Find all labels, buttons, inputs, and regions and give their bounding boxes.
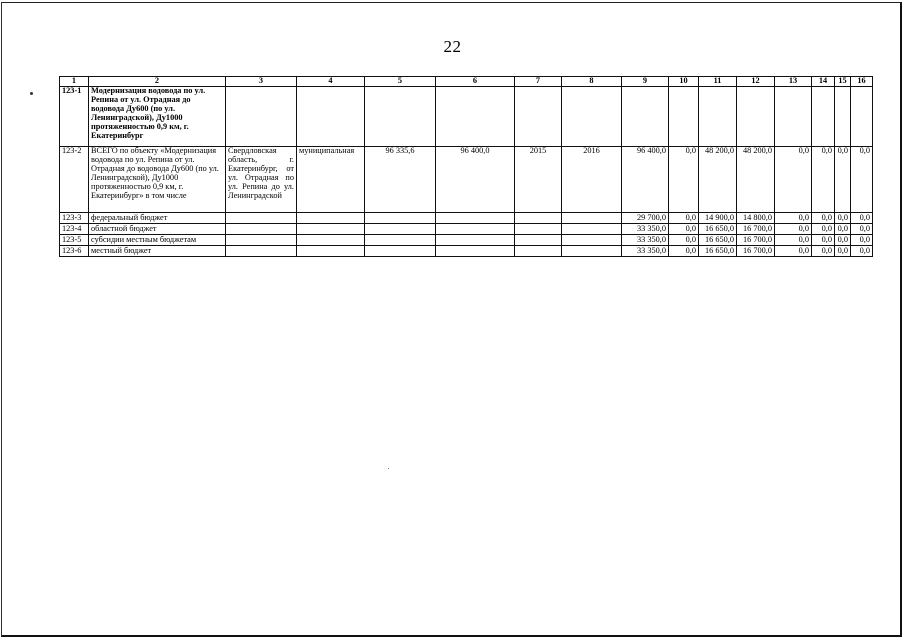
cell-value: 0,0 [812,235,835,246]
cell-year [562,235,622,246]
column-header: 14 [812,77,835,87]
cell-value: 0,0 [835,213,851,224]
cell-value: 0,0 [669,235,699,246]
row-name: местный бюджет [89,246,226,257]
column-header: 13 [775,77,812,87]
cell-year: 2015 [515,147,562,213]
cell-value: 33 350,0 [622,224,669,235]
cell-value [365,87,436,147]
cell-value: 0,0 [775,213,812,224]
column-header: 10 [669,77,699,87]
row-name: федеральный бюджет [89,213,226,224]
cell-location: Свердловская область, г. Екатеринбург, от ул. Отрадная по ул. Репина до ул. Ленинградской [226,147,297,213]
page-number: 22 [443,37,462,56]
cell-value [812,87,835,147]
table-header-row [60,77,873,87]
cell-year [515,246,562,257]
cell-value [365,213,436,224]
cell-value: 0,0 [812,147,835,213]
cell-value: 16 700,0 [737,246,775,257]
cell-value: 0,0 [835,235,851,246]
cell-value: 16 700,0 [737,235,775,246]
margin-bullet [30,92,33,95]
cell-value: 0,0 [775,147,812,213]
cell-value: 33 350,0 [622,235,669,246]
cell-year [562,87,622,147]
cell-year [562,224,622,235]
row-name: областной бюджет [89,224,226,235]
cell-value: 0,0 [835,246,851,257]
cell-value [436,87,515,147]
cell-ownership [297,224,365,235]
row-code: 123-6 [60,246,89,257]
column-header: 2 [89,77,226,87]
cell-location [226,213,297,224]
cell-ownership: муниципальная [297,147,365,213]
cell-ownership [297,213,365,224]
cell-value [775,87,812,147]
cell-value [835,87,851,147]
cell-value [365,235,436,246]
column-header: 8 [562,77,622,87]
cell-value: 0,0 [851,224,873,235]
cell-value: 16 700,0 [737,224,775,235]
cell-value: 96 335,6 [365,147,436,213]
cell-value: 0,0 [851,246,873,257]
cell-value: 48 200,0 [699,147,737,213]
cell-value: 0,0 [812,213,835,224]
column-header: 12 [737,77,775,87]
cell-value: 0,0 [851,147,873,213]
row-code: 123-2 [60,147,89,213]
cell-value: 0,0 [775,235,812,246]
row-name: ВСЕГО по объекту «Модернизация водовода по ул. Репина от ул. Отрадная до водовода Ду600 (по ул. Ленинградской), Ду1000 протяженностью 0,9 км, г. Екатеринбург» в том числе [89,147,226,213]
scan-speck [388,468,389,469]
table-row [60,235,873,246]
cell-year [562,213,622,224]
cell-value: 0,0 [835,147,851,213]
column-header: 3 [226,77,297,87]
table-row [60,224,873,235]
cell-value: 0,0 [669,213,699,224]
cell-ownership [297,246,365,257]
row-code: 123-5 [60,235,89,246]
cell-value: 0,0 [669,246,699,257]
row-code: 123-1 [60,87,89,147]
cell-value [365,224,436,235]
cell-value: 48 200,0 [737,147,775,213]
column-header: 4 [297,77,365,87]
cell-value: 0,0 [669,224,699,235]
cell-value: 14 800,0 [737,213,775,224]
cell-year [515,213,562,224]
cell-value: 0,0 [775,224,812,235]
cell-value: 96 400,0 [622,147,669,213]
cell-year [562,246,622,257]
cell-value: 0,0 [835,224,851,235]
cell-value: 33 350,0 [622,246,669,257]
cell-location [226,235,297,246]
cell-value [851,87,873,147]
column-header: 11 [699,77,737,87]
cell-value [737,87,775,147]
budget-table [59,76,873,257]
cell-value [436,235,515,246]
cell-year: 2016 [562,147,622,213]
cell-value [436,213,515,224]
column-header: 9 [622,77,669,87]
row-name: субсидии местным бюджетам [89,235,226,246]
column-header: 15 [835,77,851,87]
cell-year [515,87,562,147]
cell-location [226,224,297,235]
column-header: 6 [436,77,515,87]
cell-value [365,246,436,257]
cell-value: 96 400,0 [436,147,515,213]
table-row [60,213,873,224]
cell-value [436,246,515,257]
column-header: 5 [365,77,436,87]
cell-location [226,246,297,257]
column-header: 16 [851,77,873,87]
table-row [60,87,873,147]
column-header: 7 [515,77,562,87]
cell-value: 0,0 [812,224,835,235]
table-row [60,147,873,213]
cell-value [699,87,737,147]
cell-year [515,224,562,235]
cell-value [436,224,515,235]
table-row [60,246,873,257]
row-name: Модернизация водовода по ул. Репина от ул. Отрадная до водовода Ду600 (по ул. Ленинградской), Ду1000 протяженностью 0,9 км, г. Екатеринбург [89,87,226,147]
row-code: 123-4 [60,224,89,235]
cell-ownership [297,235,365,246]
row-code: 123-3 [60,213,89,224]
cell-value: 16 650,0 [699,235,737,246]
cell-value [622,87,669,147]
cell-value: 0,0 [669,147,699,213]
cell-value: 16 650,0 [699,246,737,257]
cell-value: 0,0 [812,246,835,257]
cell-value: 16 650,0 [699,224,737,235]
cell-value [669,87,699,147]
cell-value: 0,0 [851,235,873,246]
column-header: 1 [60,77,89,87]
cell-value: 0,0 [851,213,873,224]
cell-value: 29 700,0 [622,213,669,224]
cell-value: 14 900,0 [699,213,737,224]
cell-ownership [297,87,365,147]
cell-location [226,87,297,147]
cell-value: 0,0 [775,246,812,257]
cell-year [515,235,562,246]
